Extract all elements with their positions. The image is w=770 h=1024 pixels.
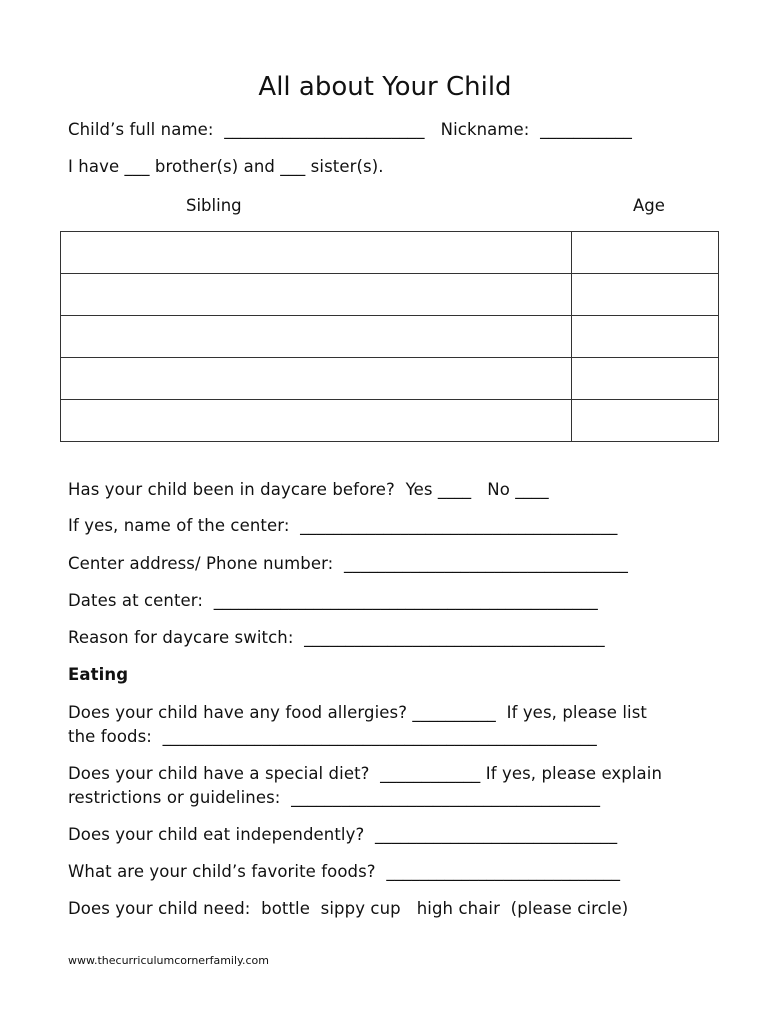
- table-row: [61, 316, 719, 358]
- table-row: [61, 274, 719, 316]
- diet-restrictions-line: restrictions or guidelines: _____________________________________: [68, 788, 601, 807]
- table-row: [61, 400, 719, 442]
- age-cell: [572, 358, 719, 400]
- sibling-column-header: Sibling: [186, 196, 242, 215]
- center-address-question: Center address/ Phone number: __________________________________: [68, 554, 628, 573]
- sibling-cell: [61, 232, 572, 274]
- dates-at-center-question: Dates at center: ______________________________________________: [68, 591, 598, 610]
- sibling-cell: [61, 316, 572, 358]
- special-diet-question: Does your child have a special diet? ____________ If yes, please explain: [68, 764, 662, 783]
- sibling-cell: [61, 274, 572, 316]
- eat-independently-question: Does your child eat independently? _____________________________: [68, 825, 618, 844]
- child-needs-question: Does your child need: bottle sippy cup high chair (please circle): [68, 899, 629, 918]
- daycare-switch-question: Reason for daycare switch: ____________________________________: [68, 628, 605, 647]
- daycare-before-question: Has your child been in daycare before? Yes ____ No ____: [68, 480, 549, 499]
- center-name-question: If yes, name of the center: ______________________________________: [68, 516, 618, 535]
- sibling-cell: [61, 400, 572, 442]
- table-row: [61, 232, 719, 274]
- page-title: All about Your Child: [258, 72, 512, 102]
- food-allergies-list-line: the foods: ____________________________________________________: [68, 727, 597, 746]
- siblings-table: [60, 231, 719, 442]
- siblings-count-line: I have ___ brother(s) and ___ sister(s).: [68, 157, 384, 176]
- age-cell: [572, 274, 719, 316]
- child-name-line: Child’s full name: ________________________ Nickname: ___________: [68, 120, 633, 139]
- age-cell: [572, 232, 719, 274]
- table-row: [61, 358, 719, 400]
- eating-heading: Eating: [68, 665, 129, 684]
- age-cell: [572, 316, 719, 358]
- age-cell: [572, 400, 719, 442]
- favorite-foods-question: What are your child’s favorite foods? ____________________________: [68, 862, 621, 881]
- footer-url: www.thecurriculumcornerfamily.com: [68, 954, 269, 967]
- food-allergies-question: Does your child have any food allergies? __________ If yes, please list: [68, 703, 647, 722]
- sibling-cell: [61, 358, 572, 400]
- age-column-header: Age: [633, 196, 665, 215]
